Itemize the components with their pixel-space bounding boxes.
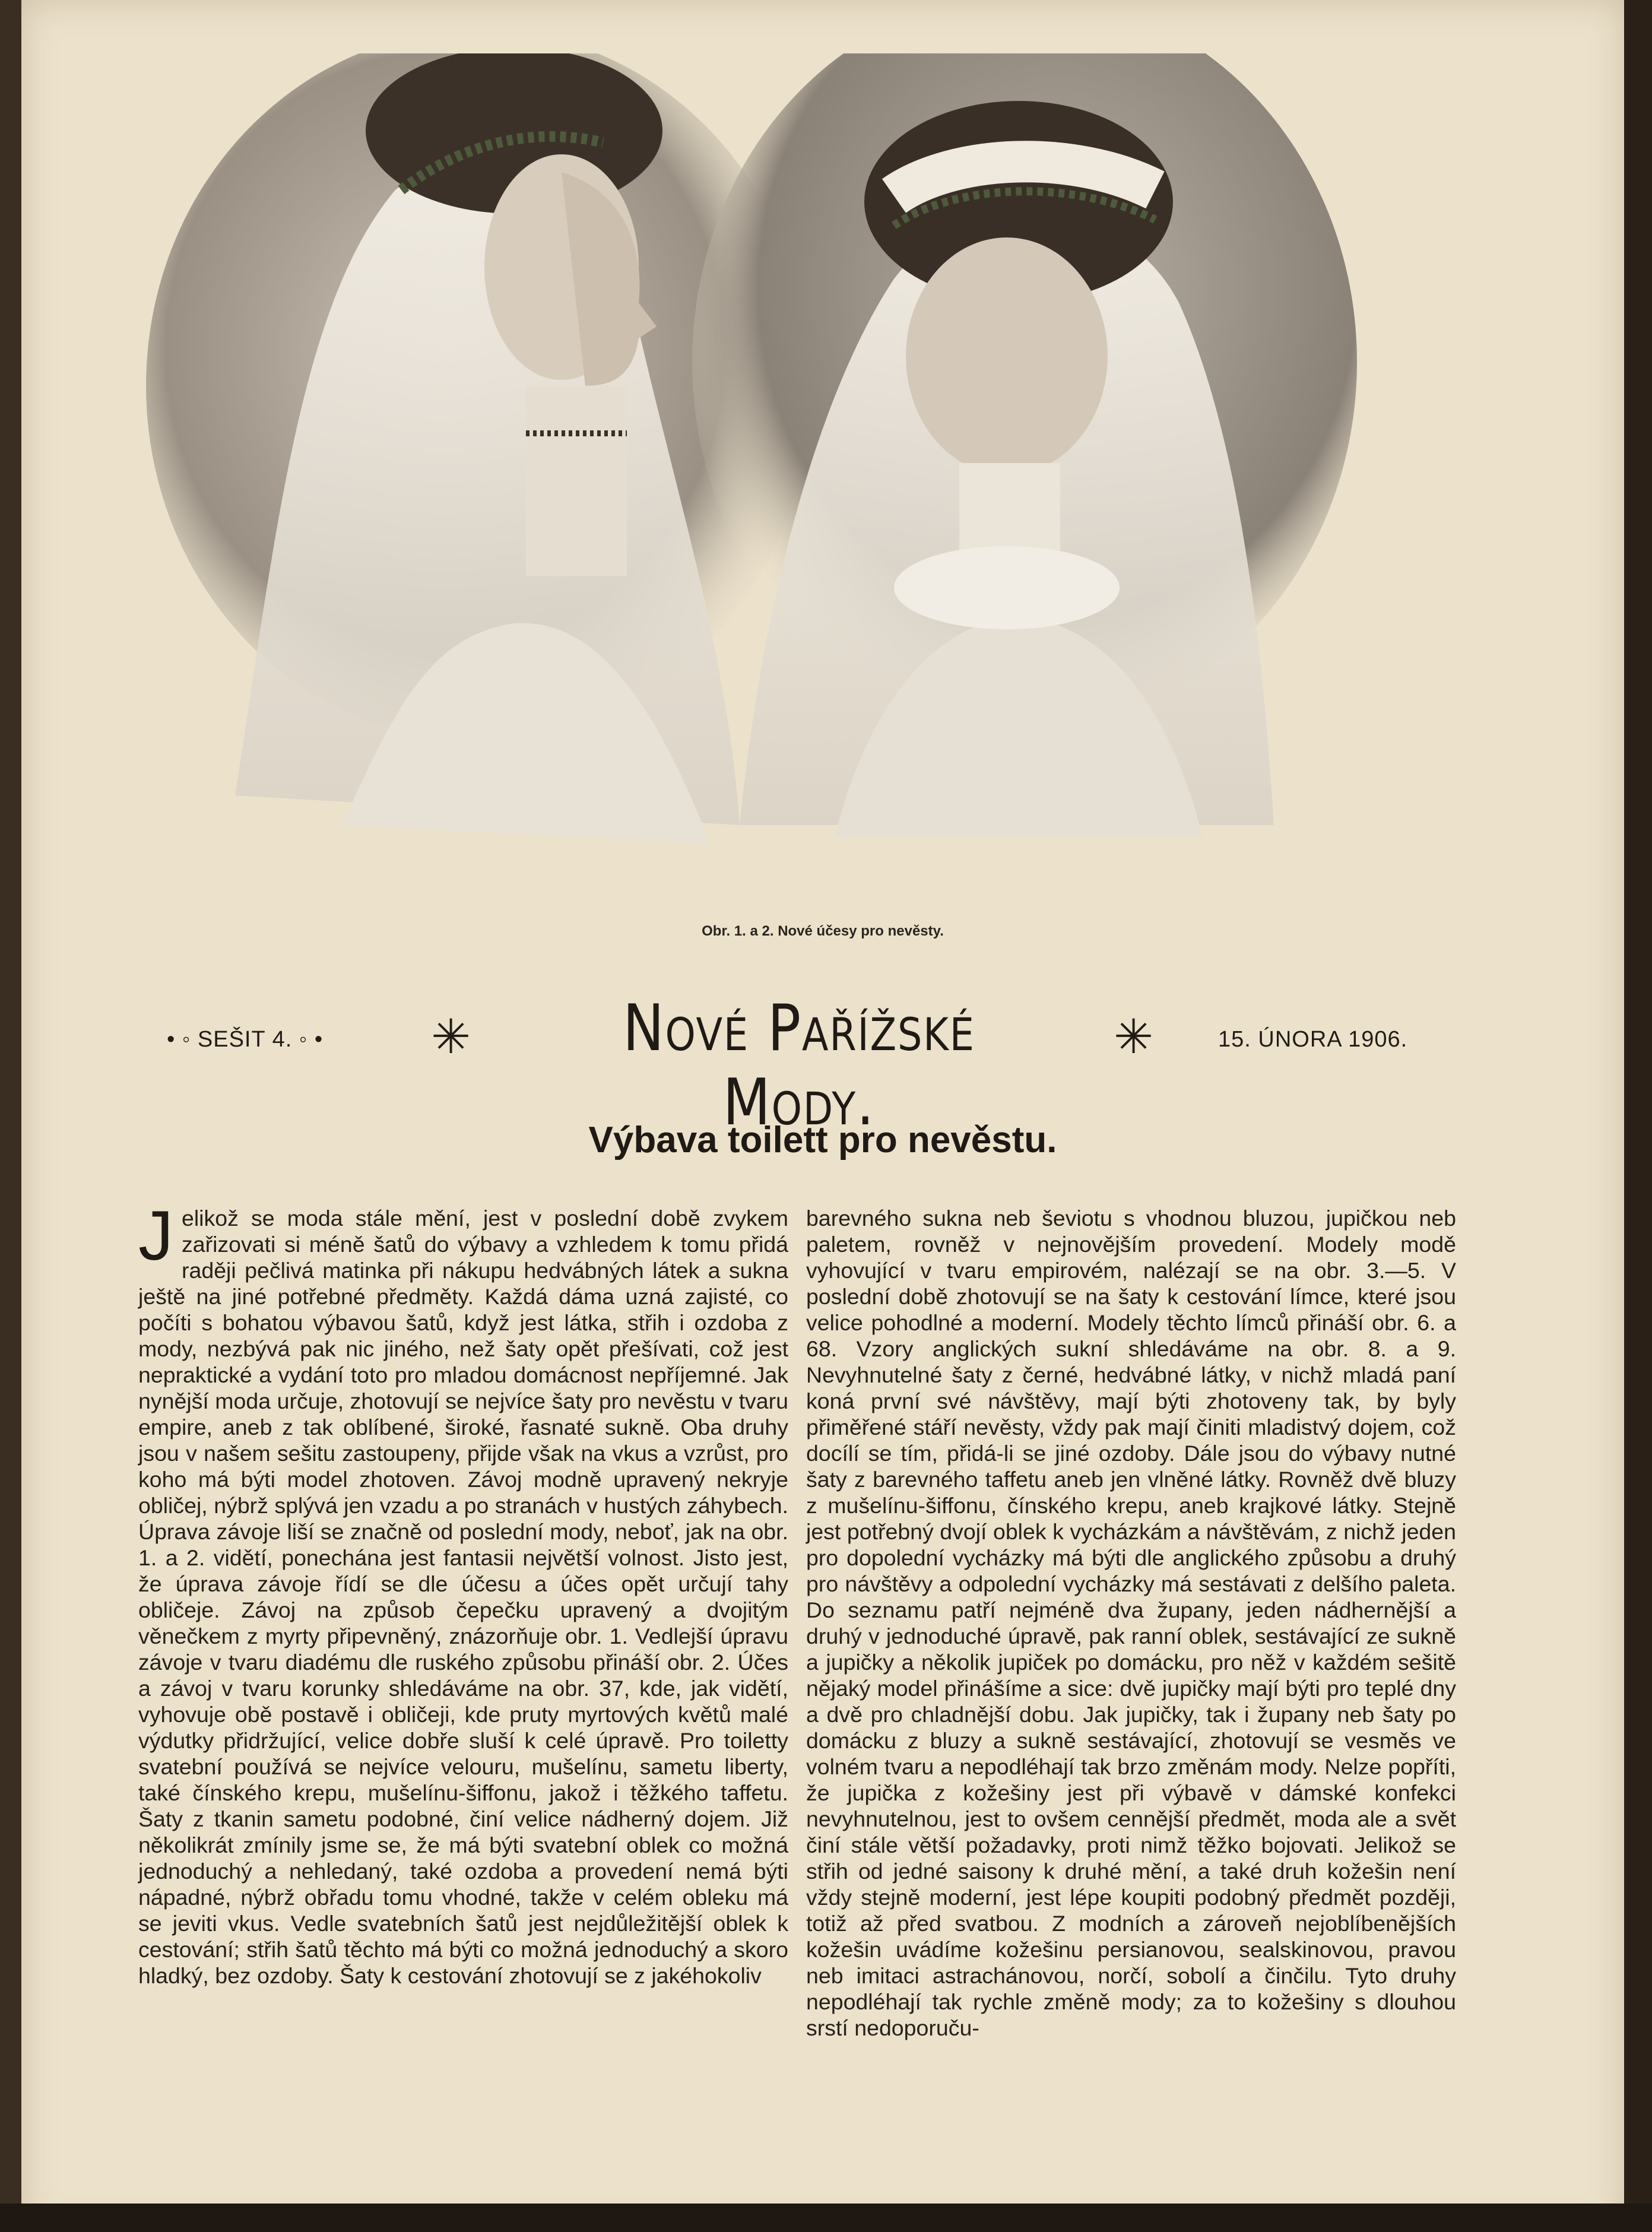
page-edge — [1624, 0, 1652, 2232]
figure-caption: Obr. 1. a 2. Nové účesy pro nevěsty. — [702, 923, 944, 939]
article-column-right — [806, 1205, 1456, 2041]
article-title: Výbava toilett pro nevěstu. — [588, 1120, 1057, 1161]
brides-illustration — [146, 53, 1363, 902]
article-column-left — [138, 1197, 788, 1989]
masthead — [21, 985, 1624, 1140]
star-ornament-left: ✳ — [431, 1009, 471, 1064]
article-text-left: elikož se moda stále mění, jest v poslední době zvykem zařizovati si méně šatů do výbavy a vzhledem k tomu přidá raději pečlivá matinka při nákupu hedvábných látek a sukna ještě na jiné potřebné předměty. Každá dáma uzná zajisté, co počíti s bohatou výbavou šatů, když jest látka, střih i ozdoba z mody, nezbývá pak nic jiného, než šaty opět přešívati, což jest nepraktické a vydání toto pro mladou domácnost nepříjemné. Jak nynější moda určuje, zhotovují se nejvíce šaty pro nevěstu v tvaru empire, aneb z tak oblíbené, široké, řasnaté sukně. Oba druhy jsou v našem sešitu zastoupeny, přijde však na vkus a vzrůst, pro koho má býti model zhotoven. Závoj modně upravený nekryje obličej, nýbrž splývá jen vzadu a po stranách v hustých záhybech. Úprava závoje liší se značně od poslední mody, neboť, jak na obr. 1. a 2. vidětí, ponechána jest fantasii největší volnost. Jisto jest, že úprava závoje řídí se dle účesu a účes opět určují tahy obličeje. Závoj na způsob čepečku upravený a dvojitým věnečkem z myrty připevněný, znázorňuje obr. 1. Vedlejší úpravu závoje v tvaru diadému dle ruského způsobu přináší obr. 2. Účes a závoj v tvaru korunky shledáváme na obr. 37, kde, jak vidětí, vyhovuje obě postavě i obličeji, kde pruty myrtových květů malé výdutky přidržující, velice dobře sluší k celé úpravě. Pro toiletty svatební používá se nejvíce velouru, mušelínu, sametu liberty, také čínského krepu, mušelínu-šiffonu, jakož i těžkého taffetu. Šaty z tkanin sametu podobné, činí velice nádherný dojem. Již několikrát zmínily jsme se, že má býti svatební oblek co možná jednoduchý a nehledaný, také ozdoba a provedení nemá býti nápadné, nýbrž obřadu tomu vhodné, takže v celém obleku má se jeviti vkus. Vedle svatebních šatů jest nejdůležitější oblek k cestování; střih šatů těchto má býti co možná jednoduchý a skoro hladký, bez ozdoby. Šaty k cestování zhotovují se z jakéhokoliv — [138, 1206, 788, 1988]
article-text-right: barevného sukna neb ševiotu s vhodnou bluzou, jupičkou neb paletem, rovněž v nejnovějším provedení. Modely modě vyhovující v tvaru empirovém, nalézají se na obr. 3.—5. V poslední době zhotovují se na šaty k cestování límce, které jsou velice pohodlné a moderní. Modely těchto límců přináší obr. 6. a 68. Vzory anglických sukní shledáváme na obr. 8. a 9. Nevyhnutelné šaty z černé, hedvábné látky, v nichž mladá paní koná první své návštěvy, mají býti zhotoveny tak, by byly přiměřené stáří nevěsty, vždy pak mají činiti mladistvý dojem, což docílí se tím, přidá-li se jiné ozdoby. Dále jsou do výbavy nutné šaty z barevného taffetu aneb jen vlněné látky. Rovněž dvě bluzy z mušelínu-šiffonu, čínského krepu, aneb krajkové látky. Stejně jest potřebný dvojí oblek k vycházkám a návštěvám, z nichž jeden pro dopolední vycházky má býti dle anglického způsobu a druhý pro návštěvy a odpolední vycházky má sestávati z delšího paleta. Do seznamu patří nejméně dva župany, jeden nádhernější a druhý v jednoduché úpravě, pak ranní oblek, sestávající ze sukně a jupičky a několik jupiček po domácku, pro něž v každém sešitě nějaký model přinášíme a sice: dvě jupičky mají býti pro teplé dny a dvě pro chladnější dobu. Jak jupičky, tak i župany neb šaty po domácku z bluzy a sukně sestávající, zhotovují se vesměs ve volném tvaru a nepodléhají tak brzo změnám mody. Nelze popříti, že jupička z kožešiny jest při výbavě v dámské konfekci nevyhnutelnou, jest to ovšem cennější předmět, moda ale a svět činí stále větší požadavky, proti nimž těžko bojovati. Jelikož se střih od jedné saisony k druhé mění, a také druh kožešin není vždy stejně moderní, jest lépe koupiti podobný předmět později, totiž až před svatbou. Z modních a zároveň nejoblíbenějších kožešin uvádíme kožešinu persianovou, sealskinovou, pravou neb imitaci astrachánovou, norčí, sobolí a činčilu. Tyto druhy nepodléhají tak rychle změně mody; za to kožešiny s dlouhou srstí nedoporuču- — [806, 1206, 1456, 2040]
binding-edge — [0, 0, 21, 2232]
star-ornament-right: ✳ — [1114, 1009, 1154, 1064]
issue-number: • ◦ SEŠIT 4. ◦ • — [167, 1027, 324, 1052]
issue-date: 15. ÚNORA 1906. — [1218, 1027, 1408, 1052]
magazine-title: Nové Pařížské Mody. — [623, 991, 975, 1140]
bottom-edge — [0, 2204, 1652, 2232]
drop-cap: J — [138, 1197, 173, 1275]
magazine-page — [21, 0, 1624, 2232]
